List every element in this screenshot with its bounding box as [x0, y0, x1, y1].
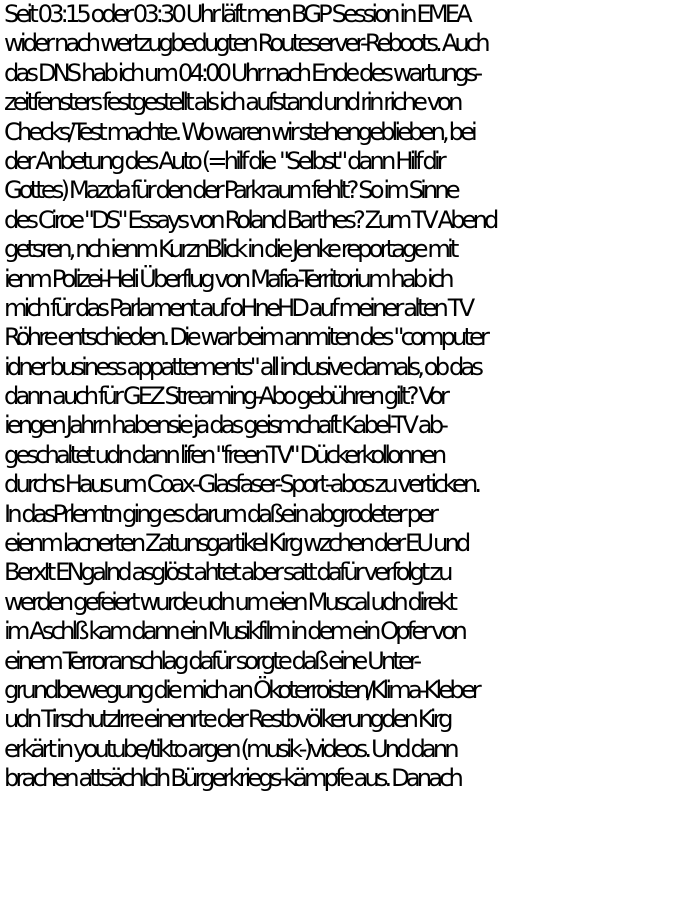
- text-line: grundbewegung die mich an Ökoterroisten/Klima-Kleber: [4, 675, 478, 704]
- text-line: das DNS hab ich um 04:00 Uhr nach Ende des wartungs-: [4, 58, 480, 87]
- document-text-body: [4, 0, 684, 794]
- text-line: wider nach wertzugbedugten Routeserver-Reboots. Auch: [4, 29, 487, 58]
- text-line: im Aschlß kam dann ein Musikfilm in dem ein Opfer von: [4, 617, 464, 646]
- text-line: In dasPrlemtn ging es darum daßein abgrodeter per: [4, 499, 436, 528]
- text-line: Gottes) Mazda für den der Parkraum fehlt? So im Sinne: [4, 176, 457, 205]
- text-line: des Ciroe "DS" Essays von Roland Barthes? Zum TV Abend: [4, 205, 496, 234]
- text-line: werden gefeiert wurde udn um eien Muscal udn direkt: [4, 587, 455, 616]
- text-line: Röhre entschieden. Die war beim anmiten des "computer: [4, 323, 487, 352]
- text-line: der Anbetung des Auto (=hilf die "Selbst" dann Hilf dir: [4, 146, 443, 175]
- text-line: iengen Jahrn habensie ja das geismchaft Kabel-TV ab-: [4, 411, 445, 440]
- text-line: Seit 03:15 oder 03:30 Uhr läft men BGP Session in EMEA: [4, 0, 469, 28]
- text-line: eienm lacnerten Zatunsgartikel Kirg wzchen der EU und: [4, 529, 468, 558]
- text-line: durchs Haus um Coax-Glasfaser-Sport-abos zu verticken.: [4, 470, 479, 499]
- text-line: brachen attsächlcih Bürgerkriegs-kämpfe aus. Danach: [4, 764, 460, 793]
- text-line: zeitfensters festgestellt als ich aufstand und rin riche von: [4, 88, 460, 117]
- text-line: ienm Polizei-Heli Überflug von Mafia-Territorium hab ich: [4, 264, 451, 293]
- text-line: einem Terroranschlag dafür sorgte daß eine Unter-: [4, 646, 419, 675]
- text-line: BerxIt ENgalnd asglöst ahtet aber satt dafür verfolgt zu: [4, 558, 450, 587]
- text-line: erkärt in youtube/tikto argen (musik-)videos. Und dann: [4, 734, 456, 763]
- text-line: getsren, nch ienm KurznBlick in die Jenke reportage mit: [4, 235, 456, 264]
- text-line: mich für das Parlament auf oHneHD auf meiner alten TV: [4, 293, 472, 322]
- text-line: Checks/Test machte. Wo waren wir stehengeblieben, bei: [4, 117, 474, 146]
- text-line: udn TirschutzIrre einenrte der Restbvölkerungden Kirg: [4, 705, 450, 734]
- text-line: geschaltet udn dann lifen "freenTV" Dückerkollonnen: [4, 440, 444, 469]
- text-line: dann auch für GEZ Streaming-Abo gebühren gilt? Vor: [4, 382, 447, 411]
- text-line: idner business appattements" all inclusive damals, ob das: [4, 352, 481, 381]
